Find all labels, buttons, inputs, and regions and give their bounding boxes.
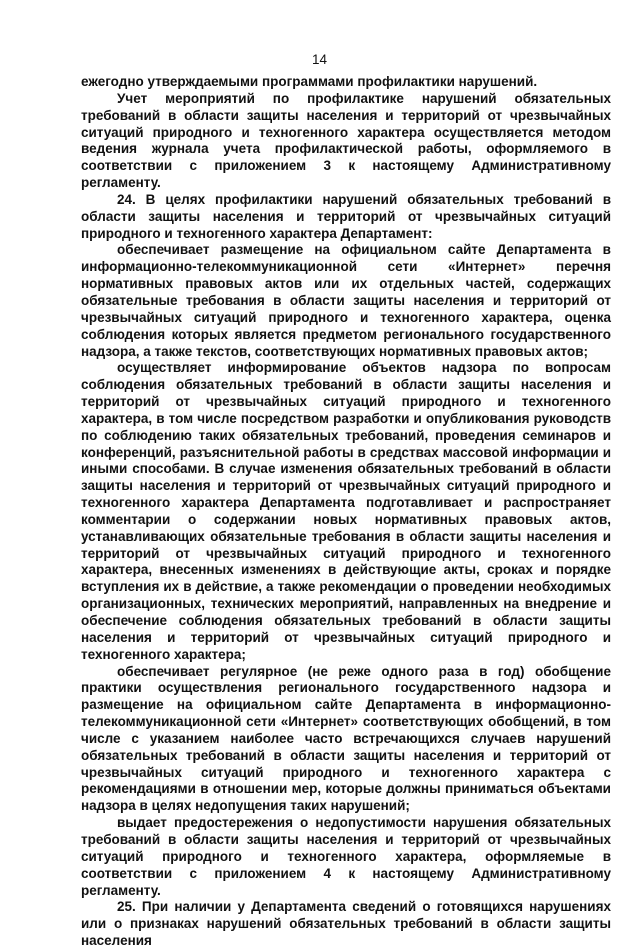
paragraph-2: Учет мероприятий по профилактике нарушений обязательных требований в области защиты населения и территорий от чрезвычайных ситуаций природного и техногенного характера осуществляется методом ведения журнала учета профилактической работы, оформляемого в соответствии с приложением 3 к настоящему Административному регламенту. <box>81 90 611 191</box>
paragraph-4: обеспечивает размещение на официальном сайте Департамента в информационно-телекоммуникационной сети «Интернет» перечня нормативных правовых актов или их отдельных частей, содержащих обязательные требования в области защиты населения и территорий от чрезвычайных ситуаций природного и техногенного характера, оценка соблюдения которых является предметом регионального государственного надзора, а также текстов, соответствующих нормативных правовых актов; <box>81 242 611 359</box>
paragraph-6: обеспечивает регулярное (не реже одного раза в год) обобщение практики осуществления регионального государственного надзора и размещение на официальном сайте Департамента в информационно-телекоммуникационной сети «Интернет» соответствующих обобщений, в том числе с указанием наиболее часто встречающихся случаев нарушений обязательных требований в области защиты населения и территорий от чрезвычайных ситуаций природного и техногенного характера с рекомендациями в отношении мер, которые должны приниматься объектами надзора в целях недопущения таких нарушений; <box>81 663 611 814</box>
document-body <box>81 74 611 950</box>
paragraph-8: 25. При наличии у Департамента сведений о готовящихся нарушениях или о признаках нарушений обязательных требований в области защиты населения <box>81 899 611 949</box>
page-number: 14 <box>311 52 328 67</box>
paragraph-1: ежегодно утверждаемыми программами профилактики нарушений. <box>81 74 538 89</box>
paragraph-7: выдает предостережения о недопустимости нарушения обязательных требований в области защиты населения и территорий от чрезвычайных ситуаций природного и техногенного характера, оформляемые в соответствии с приложением 4 к настоящему Административному регламенту. <box>81 815 611 898</box>
paragraph-3: 24. В целях профилактики нарушений обязательных требований в области защиты населения и территорий от чрезвычайных ситуаций природного и техногенного характера Департамент: <box>81 191 611 241</box>
paragraph-5: осуществляет информирование объектов надзора по вопросам соблюдения обязательных требований в области защиты населения и территорий от чрезвычайных ситуаций природного и техногенного характера, в том числе посредством разработки и опубликования руководств по соблюдению таких обязательных требований, проведения семинаров и конференций, разъяснительной работы в средствах массовой информации и иными способами. В случае изменения обязательных требований в области защиты населения и территорий от чрезвычайных ситуаций природного и техногенного характера Департамента подготавливает и распространяет комментарии о содержании новых нормативных правовых актов, устанавливающих обязательные требования в области защиты населения и территорий от чрезвычайных ситуаций природного и техногенного характера, внесенных изменениях в действующие акты, сроках и порядке вступления их в действие, а также рекомендации о проведении необходимых организационных, технических мероприятий, направленных на внедрение и обеспечение соблюдения обязательных требований в области защиты населения и территорий от чрезвычайных ситуаций природного и техногенного характера; <box>81 360 611 662</box>
